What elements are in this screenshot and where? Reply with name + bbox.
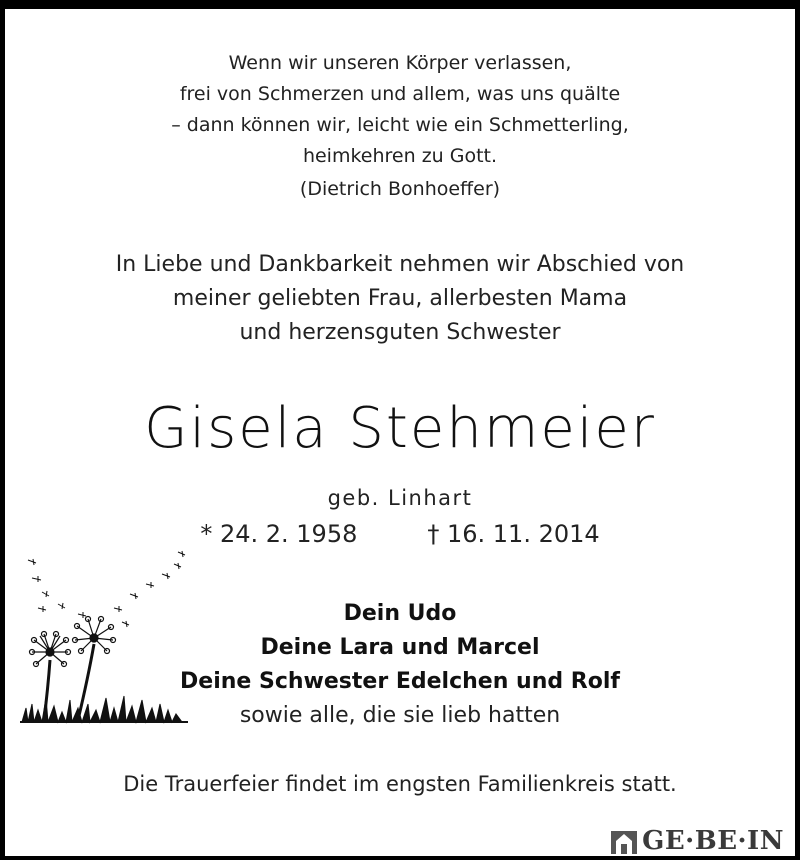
deceased-name: Gisela Stehmeier <box>144 396 656 461</box>
intro-block <box>0 248 800 350</box>
mourner-closing-line: sowie alle, die sie lieb hatten <box>239 703 561 728</box>
poem-line: heimkehren zu Gott. <box>302 145 498 167</box>
birth-name: geb. Linhart <box>327 486 473 510</box>
poem-line: – dann können wir, leicht wie ein Schmetterling, <box>171 114 629 136</box>
intro-line: und herzensguten Schwester <box>239 320 561 345</box>
poem-line: frei von Schmerzen und allem, was uns quälte <box>179 83 621 105</box>
poem-line: Wenn wir unseren Körper verlassen, <box>228 52 572 74</box>
intro-line: In Liebe und Dankbarkeit nehmen wir Abschied von <box>115 252 685 277</box>
intro-line: meiner geliebten Frau, allerbesten Mama <box>172 286 628 311</box>
life-dates <box>0 520 800 548</box>
publisher-logo <box>606 826 790 856</box>
church-icon <box>610 827 638 855</box>
birth-date: * 24. 2. 1958 <box>200 520 358 548</box>
death-date: † 16. 11. 2014 <box>427 520 600 548</box>
publisher-logo-text: GE·BE·IN <box>642 826 784 856</box>
mourner-line: Deine Lara und Marcel <box>260 635 540 660</box>
mourners-block <box>0 597 800 733</box>
mourner-line: Dein Udo <box>343 601 457 626</box>
funeral-notice: Die Trauerfeier findet im engsten Familienkreis statt. <box>123 772 677 796</box>
poem-block <box>0 48 800 205</box>
poem-author: (Dietrich Bonhoeffer) <box>299 178 501 200</box>
mourner-line: Deine Schwester Edelchen und Rolf <box>180 669 620 694</box>
